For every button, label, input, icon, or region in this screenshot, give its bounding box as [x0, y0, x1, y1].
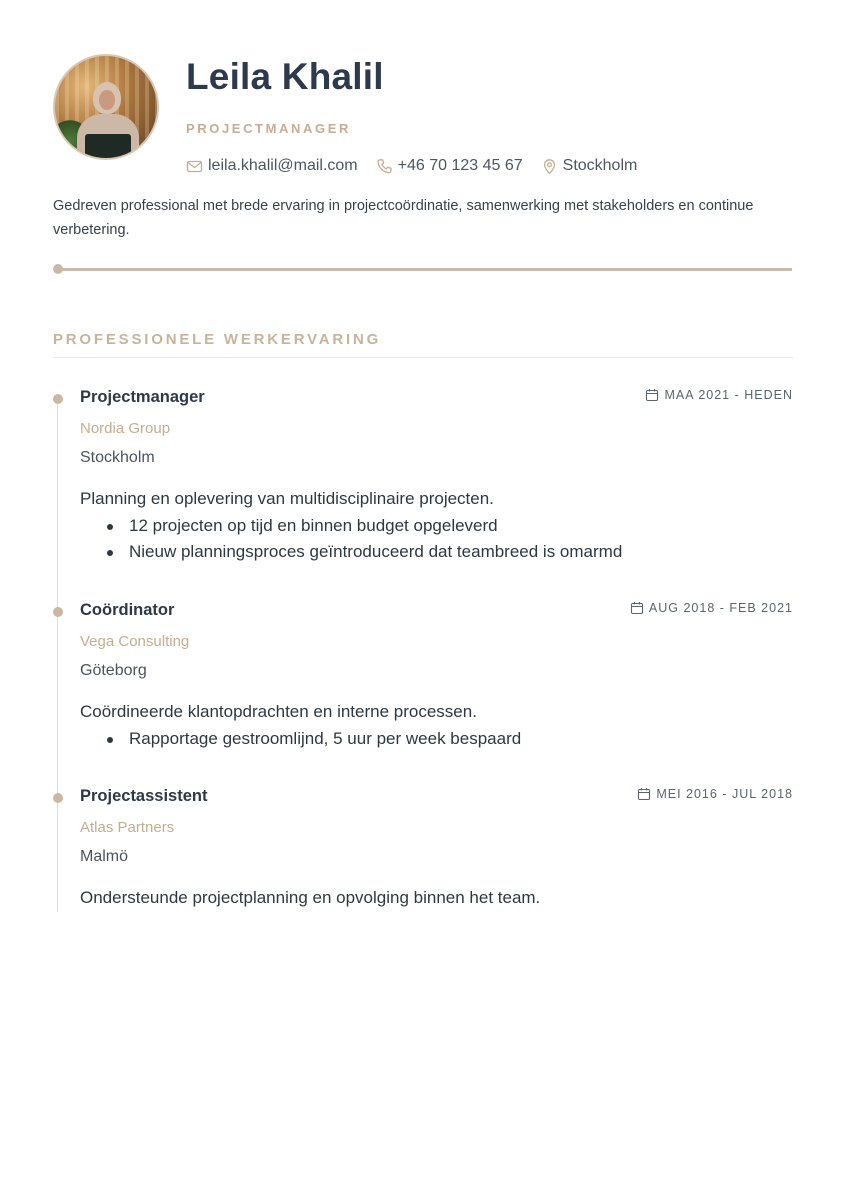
job-date: [645, 388, 793, 402]
job-date-text: MAA 2021 - HEDEN: [664, 388, 793, 402]
timeline-dot: [53, 394, 63, 404]
job-company: Nordia Group: [80, 420, 171, 437]
location-text: Stockholm: [562, 157, 638, 174]
profile-photo: [53, 54, 159, 160]
job-date-text: MEI 2016 - JUL 2018: [656, 787, 793, 801]
email-text: leila.khalil@mail.com: [208, 157, 358, 174]
phone-icon: [376, 158, 393, 175]
job-title: Coördinator: [80, 601, 175, 619]
job-company: Atlas Partners: [80, 819, 175, 836]
map-pin-icon: [541, 158, 558, 175]
contact-phone[interactable]: [376, 157, 523, 175]
phone-text: +46 70 123 45 67: [397, 157, 523, 174]
job-description: Planning en oplevering van multidisciplinaire projecten.: [80, 489, 494, 508]
candidate-name: Leila Khalil: [186, 56, 384, 97]
header-divider: [53, 264, 793, 274]
contact-email[interactable]: [186, 157, 358, 175]
timeline-dot: [53, 607, 63, 617]
achievement-item: 12 projecten op tijd en binnen budget opgeleverd: [80, 513, 622, 539]
section-rule: [53, 357, 793, 358]
job-achievements: [80, 726, 521, 752]
calendar-icon: [630, 601, 644, 615]
job-description: Ondersteunde projectplanning en opvolging binnen het team.: [80, 888, 541, 907]
job-city: Malmö: [80, 848, 129, 865]
achievement-item: Nieuw planningsproces geïntroduceerd dat teambreed is omarmd: [80, 539, 622, 565]
job-description: Coördineerde klantopdrachten en interne processen.: [80, 702, 477, 721]
section-title-experience: PROFESSIONELE WERKERVARING: [53, 331, 382, 348]
job-city: Göteborg: [80, 662, 147, 679]
calendar-icon: [645, 388, 659, 402]
job-achievements: [80, 513, 622, 565]
timeline-line: [57, 404, 58, 912]
job-date: [637, 787, 793, 801]
job-date-text: AUG 2018 - FEB 2021: [648, 601, 793, 615]
job-title: Projectassistent: [80, 787, 208, 805]
mail-icon: [186, 158, 203, 175]
achievement-item: Rapportage gestroomlijnd, 5 uur per week bespaard: [80, 726, 521, 752]
timeline-dot: [53, 793, 63, 803]
profile-summary: Gedreven professional met brede ervaring in projectcoördinatie, samenwerking met stakeholders en continue verbetering.: [53, 198, 754, 238]
candidate-role: PROJECTMANAGER: [186, 121, 351, 136]
job-city: Stockholm: [80, 449, 155, 466]
job-title: Projectmanager: [80, 388, 205, 406]
calendar-icon: [637, 787, 651, 801]
contact-list: [186, 155, 655, 177]
job-date: [630, 601, 793, 615]
contact-location: [541, 157, 638, 175]
job-company: Vega Consulting: [80, 633, 190, 650]
